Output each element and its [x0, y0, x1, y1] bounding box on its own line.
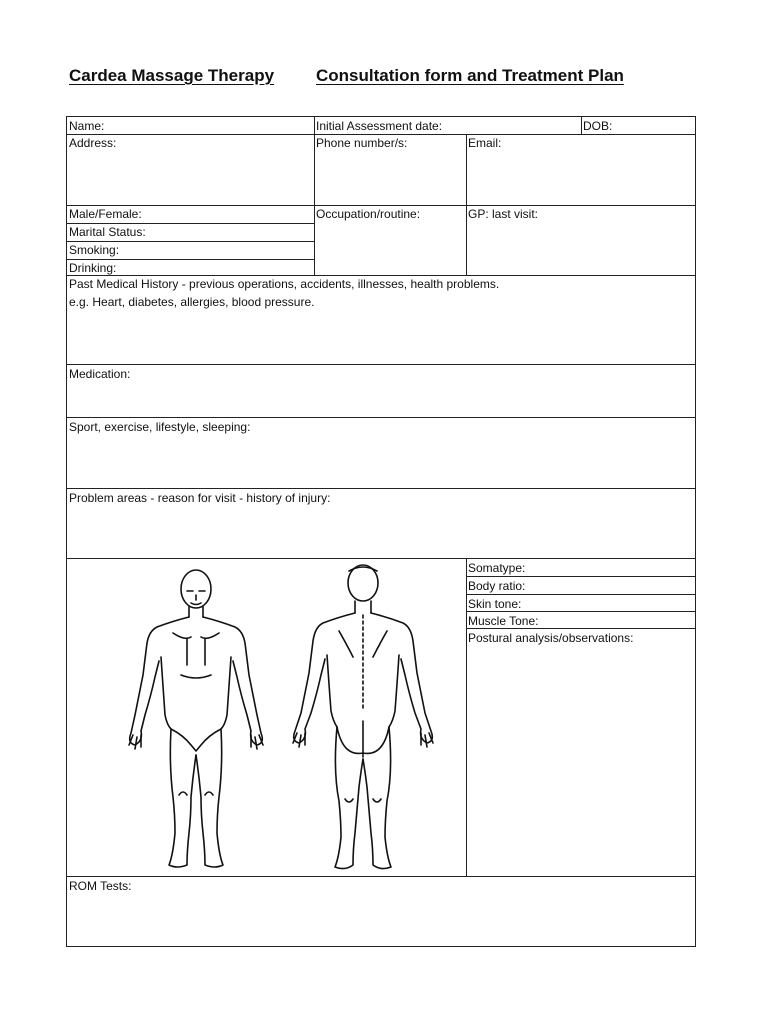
- body-front-figure: [121, 565, 271, 875]
- email-label: Email:: [468, 136, 502, 150]
- somatype-label: Somatype:: [468, 561, 526, 575]
- phone-label: Phone number/s:: [316, 136, 408, 150]
- consultation-form: [66, 116, 696, 947]
- row-divider: [67, 364, 696, 365]
- marital-status-label: Marital Status:: [69, 225, 146, 239]
- problem-areas-label: Problem areas - reason for visit - history of injury:: [69, 491, 331, 505]
- drinking-label: Drinking:: [69, 261, 117, 275]
- medication-label: Medication:: [69, 367, 131, 381]
- dob-label: DOB:: [583, 119, 613, 133]
- occupation-label: Occupation/routine:: [316, 207, 421, 221]
- form-title: Consultation form and Treatment Plan: [316, 66, 624, 85]
- body-ratio-label: Body ratio:: [468, 579, 526, 593]
- address-label: Address:: [69, 136, 117, 150]
- lifestyle-label: Sport, exercise, lifestyle, sleeping:: [69, 420, 251, 434]
- smoking-label: Smoking:: [69, 243, 120, 257]
- rom-tests-label: ROM Tests:: [69, 879, 132, 893]
- business-name: Cardea Massage Therapy: [69, 66, 275, 85]
- postural-analysis-label: Postural analysis/observations:: [468, 631, 634, 645]
- medical-history-example: e.g. Heart, diabetes, allergies, blood pressure.: [69, 295, 315, 309]
- skin-tone-label: Skin tone:: [468, 597, 522, 611]
- body-back-figure: [283, 561, 443, 875]
- medical-history-label: Past Medical History - previous operations, accidents, illnesses, health problems.: [69, 277, 500, 291]
- gp-label: GP: last visit:: [468, 207, 539, 221]
- muscle-tone-label: Muscle Tone:: [468, 614, 539, 628]
- sex-label: Male/Female:: [69, 207, 142, 221]
- initial-assessment-date-label: Initial Assessment date:: [316, 119, 443, 133]
- row-divider: [67, 558, 696, 559]
- name-label: Name:: [69, 119, 105, 133]
- row-divider: [67, 876, 696, 877]
